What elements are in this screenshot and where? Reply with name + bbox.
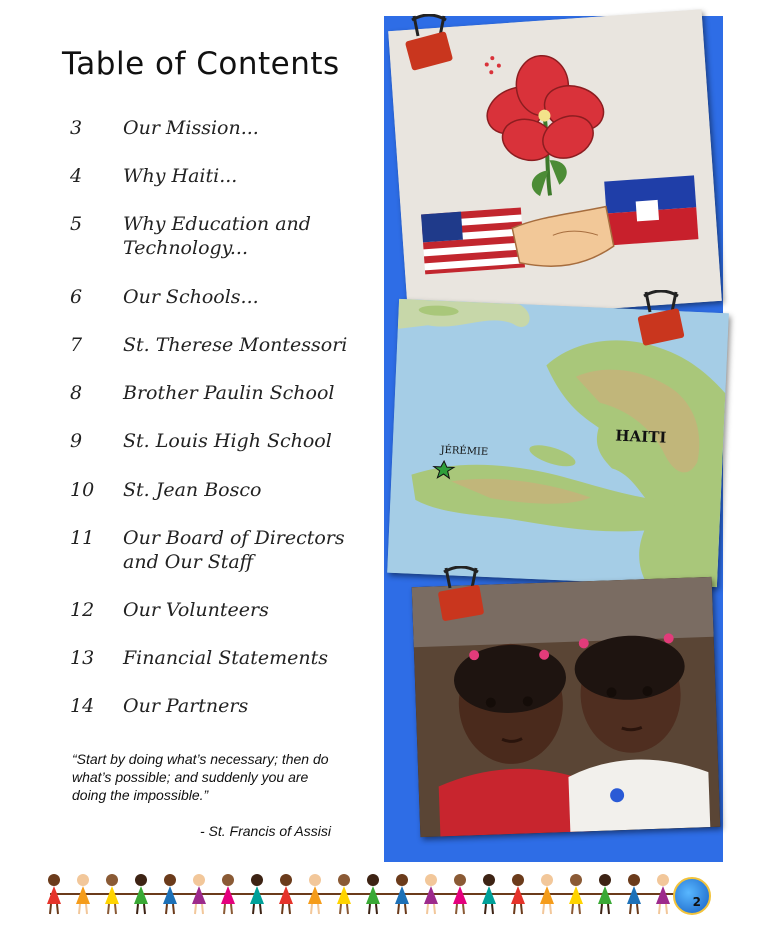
toc-item[interactable]: [70, 381, 363, 405]
children-holding-hands-border: [40, 864, 720, 924]
toc-item[interactable]: [70, 164, 363, 188]
toc-entry-title: Financial Statements: [123, 647, 328, 669]
toc-entry-title: Brother Paulin School: [123, 382, 335, 404]
toc-page-number: 13: [70, 647, 95, 669]
toc-entry-title: Why Haiti...: [123, 165, 238, 187]
toc-item[interactable]: [70, 212, 363, 260]
toc-page-number: 7: [70, 334, 83, 356]
toc-entry-title: St. Louis High School: [123, 430, 332, 452]
page-title: Table of Contents: [62, 46, 340, 82]
page-number-badge: 2: [673, 877, 711, 915]
toc-page-number: 5: [70, 213, 83, 235]
toc-page-number: 3: [70, 117, 83, 139]
toc-page-number: 10: [70, 479, 95, 501]
toc-item[interactable]: [70, 285, 363, 309]
toc-item[interactable]: [70, 333, 363, 357]
toc-item[interactable]: [70, 646, 363, 670]
toc-item[interactable]: [70, 429, 363, 453]
toc-entry-title: St. Jean Bosco: [123, 479, 262, 501]
toc-entry-title: St. Therese Montessori: [123, 334, 348, 356]
toc-entry-title: Our Board of Directors and Our Staff: [123, 527, 345, 573]
toc-item[interactable]: [70, 116, 363, 140]
binder-clip-icon: [636, 290, 686, 356]
toc-page-number: 4: [70, 165, 83, 187]
toc-entry-title: Our Partners: [123, 695, 249, 717]
toc-page-number: 11: [70, 527, 95, 549]
quote-attribution: - St. Francis of Assisi: [200, 823, 331, 839]
toc-item[interactable]: [70, 478, 363, 502]
toc-page-number: 14: [70, 695, 95, 717]
toc-page-number: 8: [70, 382, 83, 404]
toc-page-number: 12: [70, 599, 95, 621]
toc-page-number: 9: [70, 430, 83, 452]
toc-item[interactable]: [70, 526, 363, 574]
toc-item[interactable]: [70, 598, 363, 622]
map-city-label: JÉRÉMIE: [440, 444, 489, 458]
toc-entry-title: Why Education and Technology...: [123, 213, 311, 259]
quote-text: “Start by doing what’s necessary; then do what’s possible; and suddenly you are doing the impossible.”: [72, 751, 329, 803]
toc-item[interactable]: [70, 694, 363, 718]
map-country-label: HAITI: [614, 426, 667, 447]
toc-entry-title: Our Schools...: [123, 286, 259, 308]
toc-page-number: 6: [70, 286, 83, 308]
binder-clip-icon: [404, 14, 454, 80]
toc-entry-title: Our Mission...: [123, 117, 259, 139]
toc-entry-title: Our Volunteers: [123, 599, 269, 621]
binder-clip-icon: [436, 566, 486, 632]
